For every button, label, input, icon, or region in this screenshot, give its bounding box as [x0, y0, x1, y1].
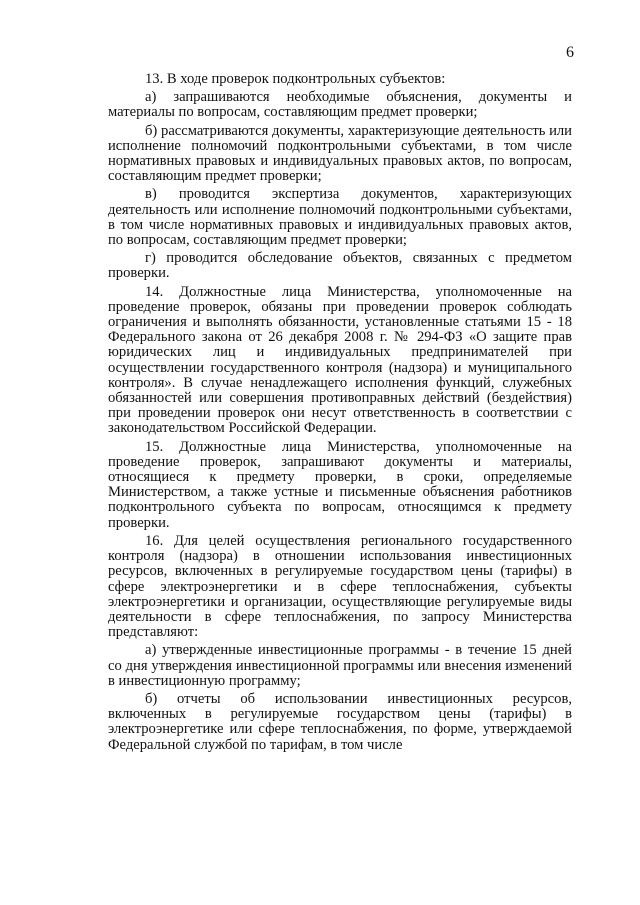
paragraph-13-g: г) проводится обследование объектов, связанных с предметом проверки. [108, 250, 572, 282]
paragraph-13-b: б) рассматриваются документы, характеризующие деятельность или исполнение полномочий подконтрольными субъектами, в том числе нормативных правовых и индивидуальных правовых актов, по вопросам, составляющим предмет проверки; [108, 122, 572, 185]
paragraph-15: 15. Должностные лица Министерства, уполномоченные на проведение проверок, запрашивают документы и материалы, относящиеся к предмету проверки, в сроки, определяемые Министерством, а также устные и письменные объяснения работников подконтрольного субъекта по вопросам, относящимся к предмету проверки. [108, 438, 572, 531]
paragraph-16-intro: 16. Для целей осуществления регионального государственного контроля (надзора) в отношении использования инвестиционных ресурсов, включенных в регулируемые государством цены (тарифы) в сфере электроэнергетики и в сфере теплоснабжения, субъекты электроэнергетики и организации, осуществляющие регулируемые виды деятельности в сфере теплоснабжения, по запросу Министерства представляют: [108, 532, 572, 641]
paragraph-13-a: а) запрашиваются необходимые объяснения, документы и материалы по вопросам, составляющим предмет проверки; [108, 89, 572, 121]
paragraph-13-v: в) проводится экспертиза документов, характеризующих деятельность или исполнение полномочий подконтрольными субъектами, в том числе нормативных правовых и индивидуальных правовых актов, по вопросам, составляющим предмет проверки; [108, 186, 572, 249]
page-number: 6 [566, 44, 574, 61]
paragraph-16-b: б) отчеты об использовании инвестиционных ресурсов, включенных в регулируемые государством цены (тарифы) в электроэнергетике или сфере теплоснабжения, по форме, утверждаемой Федеральной службой по тарифам, в том числе [108, 690, 572, 753]
paragraph-14: 14. Должностные лица Министерства, уполномоченные на проведение проверок, обязаны при проведении проверок соблюдать ограничения и выполнять обязанности, установленные статьями 15 - 18 Федерального закона от 26 декабря 2008 г. № 294-ФЗ «О защите прав юридических лиц и индивидуальных предпринимателей при осуществлении государственного контроля (надзора) и муниципального контроля». В случае ненадлежащего исполнения функций, служебных обязанностей или совершения противоправных действий (бездействия) при проведении проверок они несут ответственность в соответствии с законодательством Российской Федерации. [108, 283, 572, 437]
paragraph-16-a: а) утвержденные инвестиционные программы - в течение 15 дней со дня утверждения инвестиционной программы или внесения изменений в инвестиционную программу; [108, 642, 572, 689]
paragraph-13-intro: 13. В ходе проверок подконтрольных субъектов: [145, 71, 446, 87]
document-body [108, 72, 572, 756]
